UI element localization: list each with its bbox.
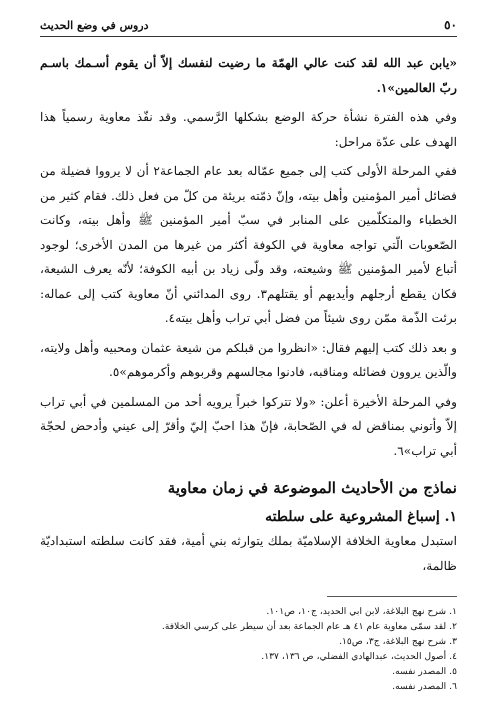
footnote: ٤. أصول الحديث، عبدالهادي الفضلي، ص ١٣٦، ١٣٧. bbox=[261, 651, 457, 662]
footnote: ٦. المصدر نفسه. bbox=[392, 681, 457, 692]
footnote-separator bbox=[327, 596, 457, 597]
closing-paragraph: استبدل معاوية الخلافة الإسلاميّة بملك يتوارثه بني أمية، فقد كانت سلطته استبداديّة ظالمة، bbox=[40, 534, 457, 573]
subsection-heading: ١. إسباغ المشروعية على سلطته bbox=[265, 509, 457, 525]
body-paragraph: وفي هذه الفترة نشأة حركة الوضع بشكلها الرَّسمي. وقد نفّذ معاوية رسمياً هذا الهدف على عدّة مراحل: bbox=[40, 110, 457, 149]
footnote: ٣. شرح نهج البلاغة، ج٣، ص١٥. bbox=[339, 636, 457, 647]
footnote: ٥. المصدر نفسه. bbox=[392, 666, 457, 677]
book-title: دروس في وضع الحديث bbox=[40, 18, 149, 32]
running-head bbox=[40, 14, 457, 37]
footnote: ١. شرح نهج البلاغة، لابن ابي الحديد، ج١٠، ص١٠١. bbox=[266, 606, 457, 617]
footnotes-list bbox=[40, 605, 457, 694]
body-paragraph: وفي المرحلة الأخيرة أعلن: «ولا تتركوا خبراً يرويه أحد من المسلمين في أبي تراب إلاّ وأتوني بمناقض له في الصّحابة، فإنّ هذا احبّ إليّ وأقرّ إلى عيني وأدحض لحجّة أبي تراب»٦. bbox=[40, 394, 457, 458]
body-paragraph: ففي المرحلة الأولى كتب إلى جميع عمّاله بعد عام الجماعة٢ أن لا يرووا فضيلة من فضائل أمير المؤمنين وأهل بيته، وإنّ ذمّته بريئة من كلّ من فعل ذلك. فقام كثير من الخطباء والمتكلّمين على المنابر في سبّ أمير المؤمنين ﷺ وأهل بيته، وكانت الصّعوبات الّتي تواجه معاوية في الكوفة أكثر من غيرها من المدن الأخرى؛ لوجود أتباع لأمير المؤمنين ﷺ وشيعته، وقد ولّى زياد بن أبيه الكوفة؛ لأنّه يعرف الشيعة، فكان يقطع أرجلهم وأيديهم أو يقتلهم٣. روى المدائني أنّ معاوية كتب إلى عماله: برئت الذّمة ممّن روى شيئاً من فضل أبي تراب وأهل بيته٤. bbox=[40, 164, 457, 325]
section-heading: نماذج من الأحاديث الموضوعة في زمان معاوية bbox=[167, 479, 457, 497]
page-number: ٥٠ bbox=[444, 18, 457, 32]
quote-paragraph: «يابن عبد الله لقد كنت عالي الهمّة ما رضيت لنفسك إلاّ أن يقوم أسـمك باسـم ربّ العالمين»١. bbox=[40, 56, 457, 95]
body-paragraph: و بعد ذلك كتب إليهم فقال: «انظروا من قبلكم من شيعة عثمان ومحبيه وأهل ولايته، والّذين يروون فضائله ومناقبه، فادنوا مجالسهم وقربوهم وأكرموهم»٥. bbox=[40, 340, 457, 379]
footnote: ٢. لقد سمّى معاوية عام ٤١ هـ عام الجماعة بعد أن سيطر على كرسي الخلافة. bbox=[161, 621, 457, 632]
